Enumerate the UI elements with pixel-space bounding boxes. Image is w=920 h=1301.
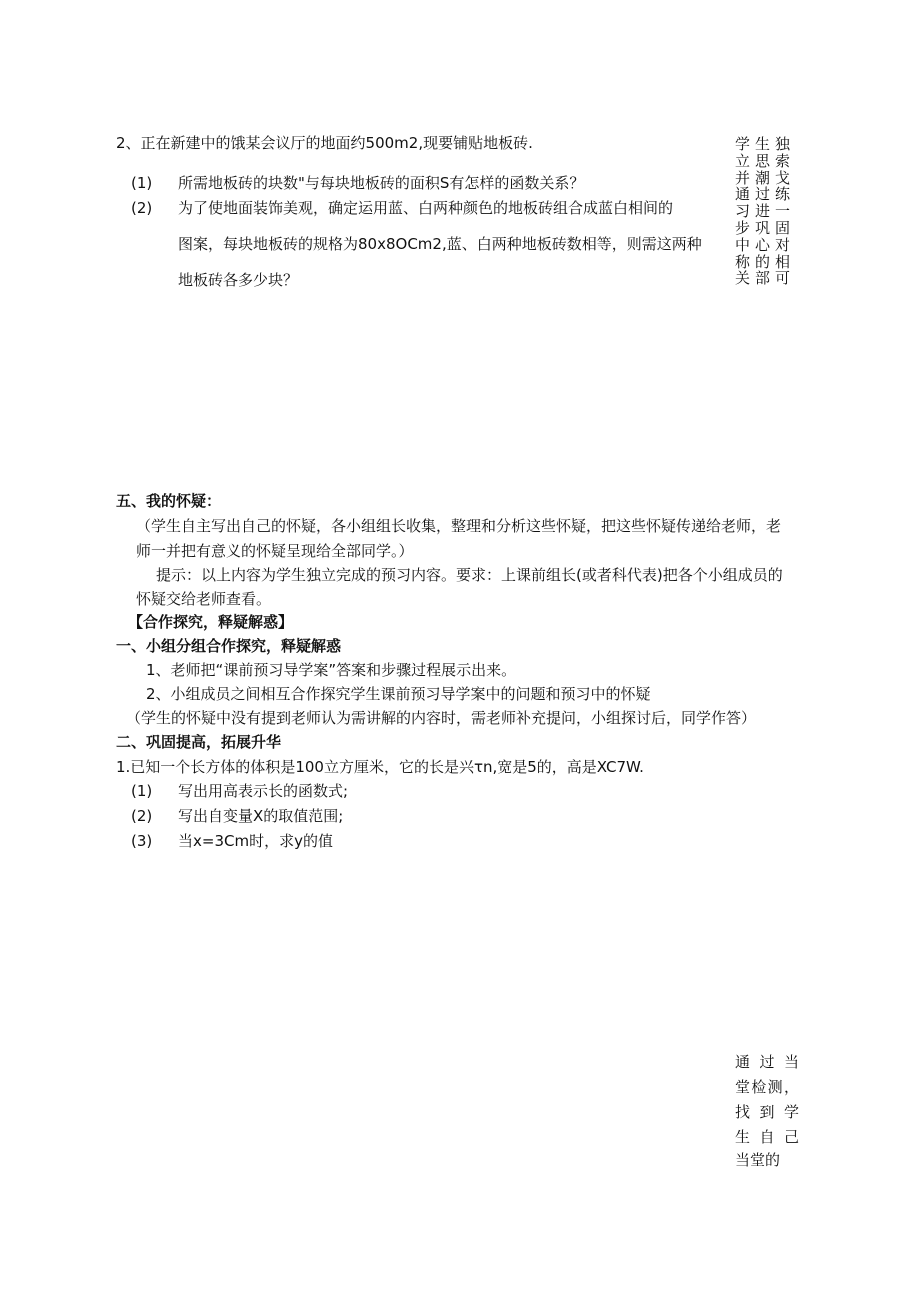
q2-text-line3: 地板砖各多少块？ (178, 271, 299, 289)
side-note-1-col1: 学立并通习步中称关 (735, 135, 751, 288)
side-note-1-col3: 独索戈练一固对相可 (775, 135, 791, 288)
sub3-text: 当x=3Cm时，求y的值 (178, 832, 333, 850)
section5-para2-line2: 怀疑交给老师查看。 (136, 590, 272, 608)
section5-para1-line1: （学生自主写出自己的怀疑，各小组组长收集，整理和分析这些怀疑，把这些怀疑传递给老师，老 (136, 517, 782, 535)
coop-item2: 2、小组成员之间相互合作探究学生课前预习导学案中的问题和预习中的怀疑 (146, 685, 651, 703)
coop-item1: 1、老师把“课前预习导学案”答案和步骤过程展示出来。 (146, 661, 517, 679)
side-note-2-line3: 找到学 (735, 1103, 799, 1121)
sub1-number: (1) (131, 782, 153, 800)
side-note-2-line1: 通过当 (735, 1053, 799, 1071)
problem2-intro: 2、正在新建中的饿某会议厅的地面约500m2,现要铺贴地板砖. (116, 134, 533, 152)
q2-number: (2) (131, 199, 153, 217)
section5-para1-line2: 师一并把有意义的怀疑呈现给全部同学。） (136, 542, 414, 560)
sub1-text: 写出用高表示长的函数式; (178, 782, 349, 800)
section5-para2-line1: 提示：以上内容为学生独立完成的预习内容。要求：上课前组长(或者科代表)把各个小组成员的 (156, 566, 783, 584)
coop-bracket-heading: 【合作探究，释疑解惑】 (128, 613, 294, 631)
side-note-1-col2: 生思潮过进巩心的部 (755, 135, 771, 288)
q1-number: (1) (131, 174, 153, 192)
sub2-text: 写出自变量X的取值范围; (178, 807, 344, 825)
consolidation-problem1: 1.已知一个长方体的体积是100立方厘米，它的长是兴τn,宽是5的，高是XC7W. (116, 758, 644, 776)
q2-text-line1: 为了使地面装饰美观，确定运用蓝、白两种颜色的地板砖组合成蓝白相间的 (178, 199, 674, 217)
section5-heading: 五、我的怀疑： (116, 492, 222, 510)
sub2-number: (2) (131, 807, 153, 825)
coop-heading1: 一、小组分组合作探究，释疑解惑 (116, 637, 342, 655)
coop-note: （学生的怀疑中没有提到老师认为需讲解的内容时，需老师补充提问，小组探讨后，同学作答） (126, 709, 757, 727)
side-note-2-line4: 生自己 (735, 1128, 799, 1146)
q1-text: 所需地板砖的块数"与每块地板砖的面积S有怎样的函数关系？ (178, 174, 585, 192)
q2-text-line2: 图案，每块地板砖的规格为80x8OCm2,蓝、白两种地板砖数相等，则需这两种 (178, 235, 702, 253)
sub3-number: (3) (131, 832, 153, 850)
coop-heading2: 二、巩固提高，拓展升华 (116, 733, 282, 751)
side-note-2-line2: 堂检测， (735, 1078, 799, 1096)
side-note-2-line5: 当堂的 (735, 1151, 781, 1169)
